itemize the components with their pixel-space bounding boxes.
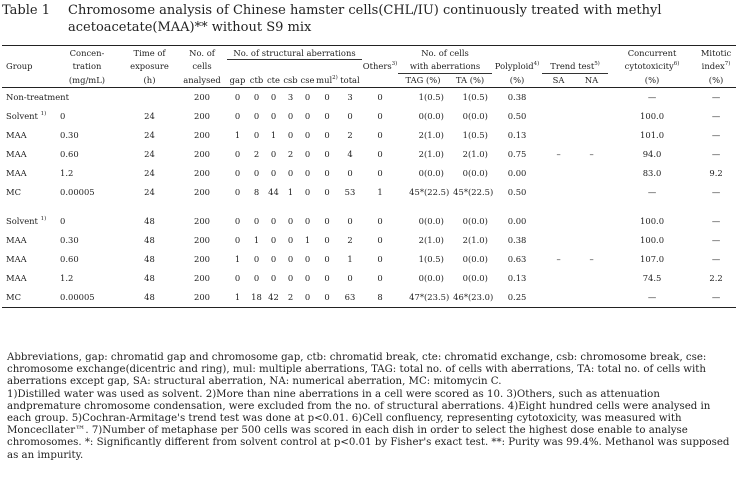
cell-cells: 200	[194, 254, 210, 264]
cell-ta_n: 0	[462, 254, 469, 264]
cell-time: 48	[144, 216, 155, 226]
cell-ta_p: (1.0)	[468, 235, 488, 245]
others-header: Others$^{3)}$	[362, 61, 398, 72]
table-header: Concen- Time of No. of No. of structural aberrations No. of cells Concurrent Mitotic Group tration exposure cells Others$^{3)}$ with aberrations Polyploid$^{4)}$ Trend test$^{5)}$ cytotoxicity$^{6)}$ index$^{7)}$ (mg/mL) (h) analysed gap ctb cte csb cse mul$^{2)}$ total TAG (%) TA (%) (%) SA NA (%) (%)	[2, 46, 736, 88]
cell-gap: 0	[234, 111, 241, 121]
cell-ta_p: (0.0)	[468, 168, 488, 178]
cell-ta_n: 1	[462, 130, 469, 140]
cell-ctb: 0	[253, 111, 260, 121]
cell-tag_n: 1	[418, 92, 425, 102]
cell-poly: 0.75	[507, 149, 527, 159]
cell-na	[575, 269, 608, 288]
ta-header: TA (%)	[448, 73, 492, 87]
cell-poly: 0.63	[507, 254, 527, 264]
cell-group: Solvent $^{1)}$	[6, 216, 47, 226]
cell-ctb: 0	[253, 168, 260, 178]
trend-test-header: Trend test$^{5)}$	[542, 60, 608, 74]
cells-header: No. of	[177, 46, 227, 60]
cell-tag_n: 47*	[398, 288, 424, 308]
cell-ta_p: (0.0)	[468, 111, 488, 121]
cell-conc: 0.30	[60, 235, 79, 245]
cell-others: 0	[377, 168, 383, 178]
cell-mitotic: —	[711, 216, 721, 226]
cell-ctb: 0	[253, 92, 260, 102]
cell-ctb: 2	[253, 149, 260, 159]
cell-ta_n: 0	[462, 168, 469, 178]
cell-cells: 200	[194, 187, 210, 197]
cell-poly: 0.25	[492, 288, 542, 308]
cell-csb: 0	[287, 235, 294, 245]
cell-sa	[542, 288, 575, 308]
cell-group: Solvent $^{1)}$	[6, 111, 47, 121]
cytotoxicity-header: Concurrent	[608, 46, 696, 60]
cell-cells: 200	[194, 273, 210, 283]
cell-group: MAA	[6, 130, 27, 140]
cell-mitotic: —	[711, 254, 721, 264]
cell-group: Non-treatment	[6, 92, 69, 102]
cell-cse: 0	[304, 187, 311, 197]
cell-poly: 0.50	[507, 111, 527, 121]
cell-tag_n: 0	[418, 273, 425, 283]
cell-ta_n: 2	[462, 149, 469, 159]
cell-cte: 1	[270, 130, 277, 140]
abbreviations-note: Abbreviations, gap: chromatid gap and chromosome gap, ctb: chromatid break, cte: chromatid exchange, csb: chromosome break, cse: chromosome exchange(dicentric and ring), mul: multiple aberrations, TAG: total no. of cells with aberrations, TA: total no. of cells with aberrations except gap, SA: structural aberration, NA: numerical aberration, MC: mitomycin C.	[7, 352, 707, 388]
cell-poly: 0.38	[507, 235, 527, 245]
cell-tag_p: (1.0)	[424, 235, 444, 245]
cell-mitotic: —	[711, 149, 721, 159]
cell-gap: 0	[234, 235, 241, 245]
table-label: Table 1	[2, 3, 50, 18]
cell-gap: 0	[234, 92, 241, 102]
cell-cte: 0	[270, 149, 277, 159]
cell-cte: 0	[270, 168, 277, 178]
cell-cyto: —	[608, 288, 696, 308]
cell-mul: 0	[324, 149, 330, 159]
cell-ta_n: 0	[462, 111, 469, 121]
cell-gap: 1	[227, 288, 248, 308]
cell-tag_p: (0.0)	[424, 273, 444, 283]
cell-conc: 1.2	[60, 273, 74, 283]
cell-ta_p: (23.0)	[468, 288, 492, 308]
cell-group: MAA	[6, 149, 27, 159]
table-row	[2, 231, 736, 250]
cse-header: cse	[299, 73, 316, 87]
cell-mul: 0	[324, 168, 330, 178]
cell-mul: 0	[324, 111, 330, 121]
cell-total: 0	[347, 111, 353, 121]
cell-group: MAA	[6, 235, 27, 245]
cell-conc: 0.30	[60, 130, 79, 140]
cell-cte: 0	[270, 254, 277, 264]
cell-group: MAA	[6, 254, 27, 264]
cell-time	[122, 87, 177, 107]
cell-csb: 0	[287, 216, 294, 226]
cell-cte: 0	[270, 216, 277, 226]
cell-group: MAA	[6, 273, 27, 283]
cell-ctb: 0	[253, 130, 260, 140]
cell-ta_n: 46*	[448, 288, 468, 308]
cell-na	[575, 107, 608, 126]
cell-tag_p: (23.5)	[424, 288, 448, 308]
table-caption: Chromosome analysis of Chinese hamster cells(CHL/IU) continuously treated with methyl acetoacetate(MAA)** without S9 mix	[68, 3, 662, 35]
cell-cte: 0	[270, 92, 277, 102]
cell-ctb: 0	[253, 216, 260, 226]
cell-conc: 0.60	[60, 149, 79, 159]
conc-header: Concen-	[52, 46, 122, 60]
cell-cse: 0	[299, 288, 316, 308]
cell-sa	[542, 87, 575, 107]
cell-total: 53	[344, 187, 356, 197]
cell-sa	[542, 183, 575, 202]
cell-others: 1	[377, 187, 383, 197]
cell-tag_n: 0	[418, 168, 425, 178]
cell-cells: 200	[194, 130, 210, 140]
cell-na	[575, 212, 608, 231]
cell-cyto: 107.0	[640, 254, 665, 264]
tag-header: TAG (%)	[398, 73, 448, 87]
cell-others: 0	[377, 216, 383, 226]
cell-csb: 0	[287, 273, 294, 283]
cell-conc: 0.60	[60, 254, 79, 264]
cell-gap: 0	[234, 187, 241, 197]
cell-poly: 0.00	[507, 216, 527, 226]
cell-cells: 200	[194, 216, 210, 226]
cell-gap: 0	[234, 149, 241, 159]
cell-tag_p: (0.5)	[424, 92, 444, 102]
table-row	[2, 250, 736, 269]
cells-with-aberrations-header: No. of cells	[398, 46, 492, 60]
cell-mitotic: —	[711, 235, 721, 245]
cell-conc: 0.00005	[52, 288, 122, 308]
polyploid-header: Polyploid$^{4)}$	[494, 61, 540, 72]
cell-mitotic: 2.2	[709, 273, 723, 283]
cell-cte: 42	[265, 288, 282, 308]
gap-header: gap	[227, 73, 248, 87]
cell-csb: 0	[287, 168, 294, 178]
cell-total: 1	[347, 254, 353, 264]
cell-mul: 0	[324, 92, 330, 102]
cell-cyto: 74.5	[642, 273, 662, 283]
cell-ta_p: (1.0)	[468, 149, 488, 159]
cell-tag_p: (0.5)	[424, 254, 444, 264]
cell-poly: 0.38	[507, 92, 527, 102]
cell-sa	[542, 212, 575, 231]
aberration-table	[2, 45, 736, 308]
cell-total: 2	[347, 235, 353, 245]
cell-gap: 1	[234, 130, 241, 140]
cell-others: 0	[377, 130, 383, 140]
cell-conc: 0.00005	[60, 187, 95, 197]
table-row	[2, 145, 736, 164]
cell-sa	[542, 269, 575, 288]
cell-sa	[542, 107, 575, 126]
cell-time: 24	[144, 187, 155, 197]
cell-time: 48	[144, 235, 155, 245]
cell-sa: –	[556, 254, 561, 264]
cell-na	[575, 231, 608, 250]
cell-cte: 44	[268, 187, 279, 197]
cell-csb: 1	[287, 187, 294, 197]
cell-tag_p: (0.0)	[424, 111, 444, 121]
cell-conc: 1.2	[60, 168, 74, 178]
cell-na	[575, 126, 608, 145]
cell-na: –	[589, 149, 594, 159]
csb-header: csb	[282, 73, 299, 87]
cell-cyto: —	[647, 92, 657, 102]
cell-cyto: 100.0	[640, 216, 665, 226]
cell-cyto: 83.0	[642, 168, 662, 178]
cell-na	[575, 164, 608, 183]
cell-total: 4	[347, 149, 353, 159]
cell-cte: 0	[270, 235, 277, 245]
cell-conc: 0	[60, 216, 66, 226]
cell-cells: 200	[194, 111, 210, 121]
cell-others: 8	[362, 288, 398, 308]
cell-mul: 0	[324, 187, 330, 197]
sa-header: SA	[542, 73, 575, 87]
cell-ta_n: 0	[462, 216, 469, 226]
cell-sa	[542, 126, 575, 145]
cell-ta_p: (0.0)	[468, 254, 488, 264]
cell-tag_p: (1.0)	[424, 149, 444, 159]
time-header: Time of	[122, 46, 177, 60]
cell-cells: 200	[194, 92, 210, 102]
cell-ta_p: (0.0)	[468, 216, 488, 226]
cell-ctb: 8	[253, 187, 260, 197]
cell-tag_n: 0	[418, 111, 425, 121]
table-row	[2, 288, 736, 308]
cell-group: MC	[6, 187, 21, 197]
table-row	[2, 126, 736, 145]
cell-mitotic: —	[711, 92, 721, 102]
cell-conc: 0	[60, 111, 66, 121]
footnotes: 1)Distilled water was used as solvent. 2)More than nine aberrations in a cell were scored as 10. 3)Others, such as attenuation andpremature chromosome condensation, were excluded from the no. of structural aberrations. 4)Eight hundred cells were analysed in each group. 5)Cochran-Armitage's trend test was done at p<0.01. 6)Cell confluency, representing cytotoxicity, was measured with Moncecllater™. 7)Number of metaphase per 500 cells was scored in each dish in order to select the highest dose enable to analyse chromosomes. *: Significantly different from solvent control at p<0.01 by Fisher's exact test. **: Purity was 99.4%. Methanol was supposed as an impurity.	[7, 388, 730, 461]
cell-total: 0	[347, 273, 353, 283]
cell-poly: 0.50	[507, 187, 527, 197]
cell-tag_p: (0.0)	[424, 168, 444, 178]
cell-ctb: 18	[248, 288, 265, 308]
cell-tag_n: 45*	[409, 187, 425, 197]
cell-cse: 0	[304, 92, 311, 102]
cell-gap: 0	[234, 168, 241, 178]
cell-tag_p: (22.5)	[424, 187, 450, 197]
cell-others: 0	[377, 273, 383, 283]
cell-mitotic: —	[711, 187, 721, 197]
table-row	[2, 183, 736, 202]
cell-poly: 0.13	[507, 273, 527, 283]
cell-tag_n: 1	[418, 254, 425, 264]
cell-cse: 0	[304, 254, 311, 264]
cell-mitotic: —	[711, 130, 721, 140]
cte-header: cte	[265, 73, 282, 87]
total-header: total	[338, 73, 362, 87]
cell-csb: 3	[287, 92, 294, 102]
cell-time: 48	[122, 288, 177, 308]
cell-cells: 200	[177, 288, 227, 308]
cell-tag_n: 2	[418, 235, 425, 245]
cell-ta_p: (22.5)	[468, 187, 494, 197]
cell-csb: 0	[287, 111, 294, 121]
table-row	[2, 107, 736, 126]
cell-cte: 0	[270, 111, 277, 121]
cell-cse: 1	[304, 235, 311, 245]
cell-cse: 0	[304, 111, 311, 121]
table-row	[2, 269, 736, 288]
cell-na	[575, 87, 608, 107]
cell-csb: 0	[287, 254, 294, 264]
cell-others: 0	[377, 235, 383, 245]
cell-gap: 0	[234, 216, 241, 226]
cell-cse: 0	[304, 216, 311, 226]
group-header: Group	[6, 61, 33, 72]
ctb-header: ctb	[248, 73, 265, 87]
cell-ta_n: 0	[462, 273, 469, 283]
table-row	[2, 87, 736, 107]
cell-others: 0	[377, 92, 383, 102]
cell-tag_n: 2	[418, 149, 425, 159]
table-notes	[7, 352, 731, 462]
cell-ta_n: 1	[462, 92, 469, 102]
cell-tag_p: (1.0)	[424, 130, 444, 140]
table-row	[2, 212, 736, 231]
cell-mitotic: —	[696, 288, 736, 308]
cell-others: 0	[377, 149, 383, 159]
cell-mul: 0	[316, 288, 338, 308]
cell-ctb: 0	[253, 273, 260, 283]
mitotic-header: Mitotic	[696, 46, 736, 60]
cell-group: MC	[2, 288, 52, 308]
cell-time: 48	[144, 254, 155, 264]
cell-time: 24	[144, 168, 155, 178]
cell-na	[575, 288, 608, 308]
mul-header: mul$^{2)}$	[316, 73, 338, 87]
cell-sa	[542, 164, 575, 183]
cell-time: 48	[144, 273, 155, 283]
cell-cells: 200	[194, 235, 210, 245]
cell-cyto: 101.0	[640, 130, 665, 140]
cell-total: 3	[347, 92, 353, 102]
cell-cte: 0	[270, 273, 277, 283]
cell-cse: 0	[304, 130, 311, 140]
cell-mitotic: —	[711, 111, 721, 121]
cell-ta_p: (0.5)	[468, 130, 488, 140]
cell-tag_p: (0.0)	[424, 216, 444, 226]
table-row	[2, 164, 736, 183]
cell-cyto: 100.0	[640, 111, 665, 121]
cell-cse: 0	[304, 149, 311, 159]
cell-ta_p: (0.0)	[468, 273, 488, 283]
cell-time: 24	[144, 130, 155, 140]
cell-csb: 2	[282, 288, 299, 308]
cell-tag_n: 2	[418, 130, 425, 140]
cell-mul: 0	[324, 235, 330, 245]
cell-mitotic: 9.2	[709, 168, 723, 178]
structural-aberrations-header: No. of structural aberrations	[227, 46, 362, 60]
na-header: NA	[575, 73, 608, 87]
cell-cyto: —	[647, 187, 657, 197]
cell-poly: 0.13	[507, 130, 527, 140]
cell-na	[575, 183, 608, 202]
cell-tag_n: 0	[418, 216, 425, 226]
cell-group: MAA	[6, 168, 27, 178]
cell-total: 0	[347, 168, 353, 178]
cell-csb: 0	[287, 130, 294, 140]
cell-others: 0	[377, 254, 383, 264]
cell-sa	[542, 231, 575, 250]
cell-cse: 0	[304, 168, 311, 178]
cell-ctb: 1	[253, 235, 260, 245]
cell-ta_n: 45*	[453, 187, 469, 197]
cell-time: 24	[144, 111, 155, 121]
cell-cells: 200	[194, 149, 210, 159]
cell-mul: 0	[324, 254, 330, 264]
cell-poly: 0.00	[507, 168, 527, 178]
cell-time: 24	[144, 149, 155, 159]
cell-gap: 0	[234, 273, 241, 283]
cell-mul: 0	[324, 130, 330, 140]
cell-total: 0	[347, 216, 353, 226]
cell-ta_n: 2	[462, 235, 469, 245]
cell-cells: 200	[194, 168, 210, 178]
cell-cse: 0	[304, 273, 311, 283]
cell-cyto: 100.0	[640, 235, 665, 245]
cell-gap: 1	[234, 254, 241, 264]
cell-ta_p: (0.5)	[468, 92, 488, 102]
cell-na: –	[589, 254, 594, 264]
cell-ctb: 0	[253, 254, 260, 264]
cell-csb: 2	[287, 149, 294, 159]
cell-total: 2	[347, 130, 353, 140]
cell-mul: 0	[324, 273, 330, 283]
cell-total: 63	[338, 288, 362, 308]
table-body	[2, 87, 736, 307]
cell-cyto: 94.0	[642, 149, 662, 159]
cell-others: 0	[377, 111, 383, 121]
cell-mul: 0	[324, 216, 330, 226]
cell-sa: –	[556, 149, 561, 159]
